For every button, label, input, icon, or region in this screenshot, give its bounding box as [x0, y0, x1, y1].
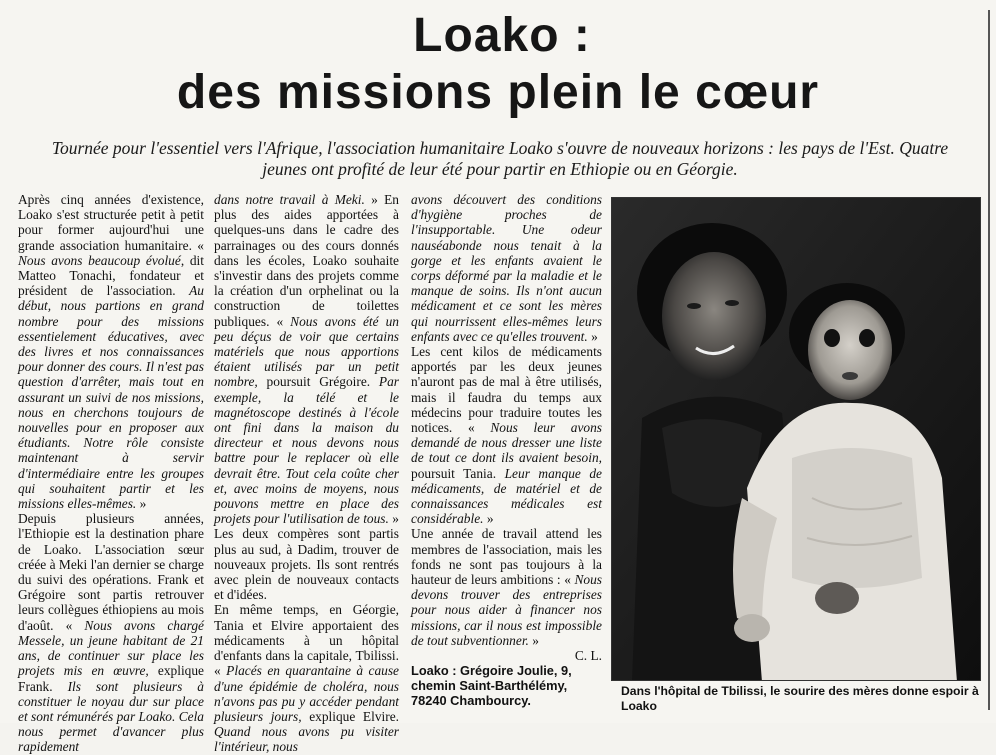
standfirst: Tournée pour l'essentiel vers l'Afrique, l'association humanitaire Loako s'ouvre de nouveaux horizons : les pays de l'Est. Quatre jeunes ont profité de leur été pour partir en Ethiopie ou en Géorgie. [51, 138, 949, 179]
article-column-2 [214, 192, 399, 755]
quote-run: dans notre travail à Meki. [214, 192, 365, 207]
text-run: » Les deux compères sont partis plus au sud, à Dadim, trouver de nouveaux projets. Ils sont rentrés avec plein de nouveaux contacts et d'idées. [214, 511, 399, 603]
text-run: explique Elvire. [301, 708, 399, 724]
paragraph [214, 192, 399, 602]
photo-mother-and-child [611, 197, 981, 681]
text-run: explique Frank. [18, 663, 204, 694]
paragraph [18, 511, 204, 754]
text-run: Une année de travail attend les membres de l'association, mais les fonds ne sont pas toujours à la hauteur de leurs ambitions : « [411, 526, 602, 588]
text-run: » En plus des aides apportées à quelques-uns dans le cadre des parrainages ou des cours donnés dans les écoles, Loako souhaite s'investir dans des projets comme la création d'un orphelinat ou la construction de toilettes publiques. « [214, 192, 399, 329]
contact-address: Loako : Grégoire Joulie, 9, chemin Saint-Barthélémy, 78240 Chambourcy. [411, 663, 572, 709]
text-run: » [528, 632, 539, 648]
headline-line-1: Loako : [413, 9, 591, 62]
author-initials: C. L. [574, 648, 602, 664]
text-run: » [136, 496, 147, 512]
quote-run: avons découvert des conditions d'hygiène proches de l'insupportable. Une odeur nauséabonde nous tenait à la gorge et les enfants avaient le corps déformé par la maladie et le manque de soins. Ils n'ont aucun médicament et ce sont les mères qui nourrissent elles-mêmes leurs enfants avec ce qu'elles trouvent. [411, 192, 602, 344]
quote-run: Nous avons beaucoup évolué [18, 252, 181, 268]
quote-run: Ils sont plusieurs à constituer le noyau dur sur place et sont rémunérés par Loako. Cela nous permet d'avancer plus rapidement [18, 678, 204, 755]
headline [0, 8, 996, 122]
text-run: En même temps, en Géorgie, Tania et Elvire apportaient des médicaments à un hôpital d'enfants dans la capitale, Tbilissi. « [214, 602, 399, 679]
paragraph [18, 192, 204, 511]
headline-line-2: des missions plein le cœur [176, 66, 820, 119]
quote-run: Nous devons trouver des entreprises pour nous aider à financer nos missions, car il nous est impossible de tout subventionner. [411, 572, 602, 648]
photo-illustration [612, 198, 981, 681]
text-run: » [483, 511, 494, 527]
paragraph [411, 526, 602, 648]
photo-caption: Dans l'hôpital de Tbilissi, le sourire des mères donne espoir à Loako [621, 684, 979, 713]
quote-run: Par exemple, la télé et le magnétoscope destinés à l'école ont fini dans la maison du directeur et nous devons nous battre pour le replacer où elle devrait être. Tout cela coûte cher et, avec moins de moyens, nous pouvons mettre en place des projets pour l'utilisation de tous. [214, 374, 399, 527]
text-run: Depuis plusieurs années, l'Ethiopie est la destination phare de Loako. L'association sœur créée à Meki l'an dernier se charge du suivi des opérations. Frank et Grégoire sont partis retrouver leurs collègues éthiopiens au mois d'août. « [18, 511, 204, 633]
quote-run: Placés en quarantaine à cause d'une épidémie de choléra, nous n'avons pas pu y accéder pendant plusieurs jours, [214, 663, 400, 724]
text-run: » [587, 328, 598, 344]
paragraph [411, 344, 602, 526]
text-run: poursuit Tania. [411, 465, 505, 481]
quote-run: Nous avons chargé Messele, un jeune habitant de 21 ans, de continuer sur place les projets mis en œuvre, [18, 617, 204, 679]
text-run: Après cinq années d'existence, Loako s'est structurée petit à petit pour former aujourd'hui une grande association humanitaire. « [18, 192, 204, 253]
paragraph [411, 192, 602, 344]
quote-run: Leur manque de médicaments, de matériel et de connaissances médicales est considérable. [411, 465, 602, 527]
photo-frame [611, 197, 981, 681]
paragraph [214, 602, 399, 754]
quote-run: Nous avons été un peu déçus de voir que certains matériels que nous apportions étaient utilisés par un petit nombre, [214, 313, 399, 390]
quote-run: Au début, nous partions en grand nombre pour des missions essentielement éducatives, avec des livres et nos connaissances pour donner des cours. Il n'est pas question d'arrêter, mais tout en assurant un suivi de nos missions, nous en cherchons toujours de nouvelles pour en proposer aux étudiants. Notre rôle consiste maintenant à servir d'intermédiaire entre les groupes qui souhaitent partir et les missions elles-mêmes. [18, 283, 204, 512]
article-column-3 [411, 192, 602, 708]
text-run: poursuit Grégoire. [257, 374, 379, 390]
text-run: Les cent kilos de médicaments apportés par les deux jeunes n'auront pas de mal à être utilisés, mais il faudra du temps aux médecins pour traduire toutes les notices. « [411, 344, 602, 436]
quote-run: Nous leur avons demandé de nous dresser une liste de tout ce dont ils avaient besoin, [411, 420, 602, 466]
article-column-1 [18, 192, 204, 755]
quote-run: Quand nous avons pu visiter l'intérieur, nous [214, 724, 399, 755]
text-run: , dit Matteo Tonachi, fondateur et président de l'association. [18, 252, 204, 299]
